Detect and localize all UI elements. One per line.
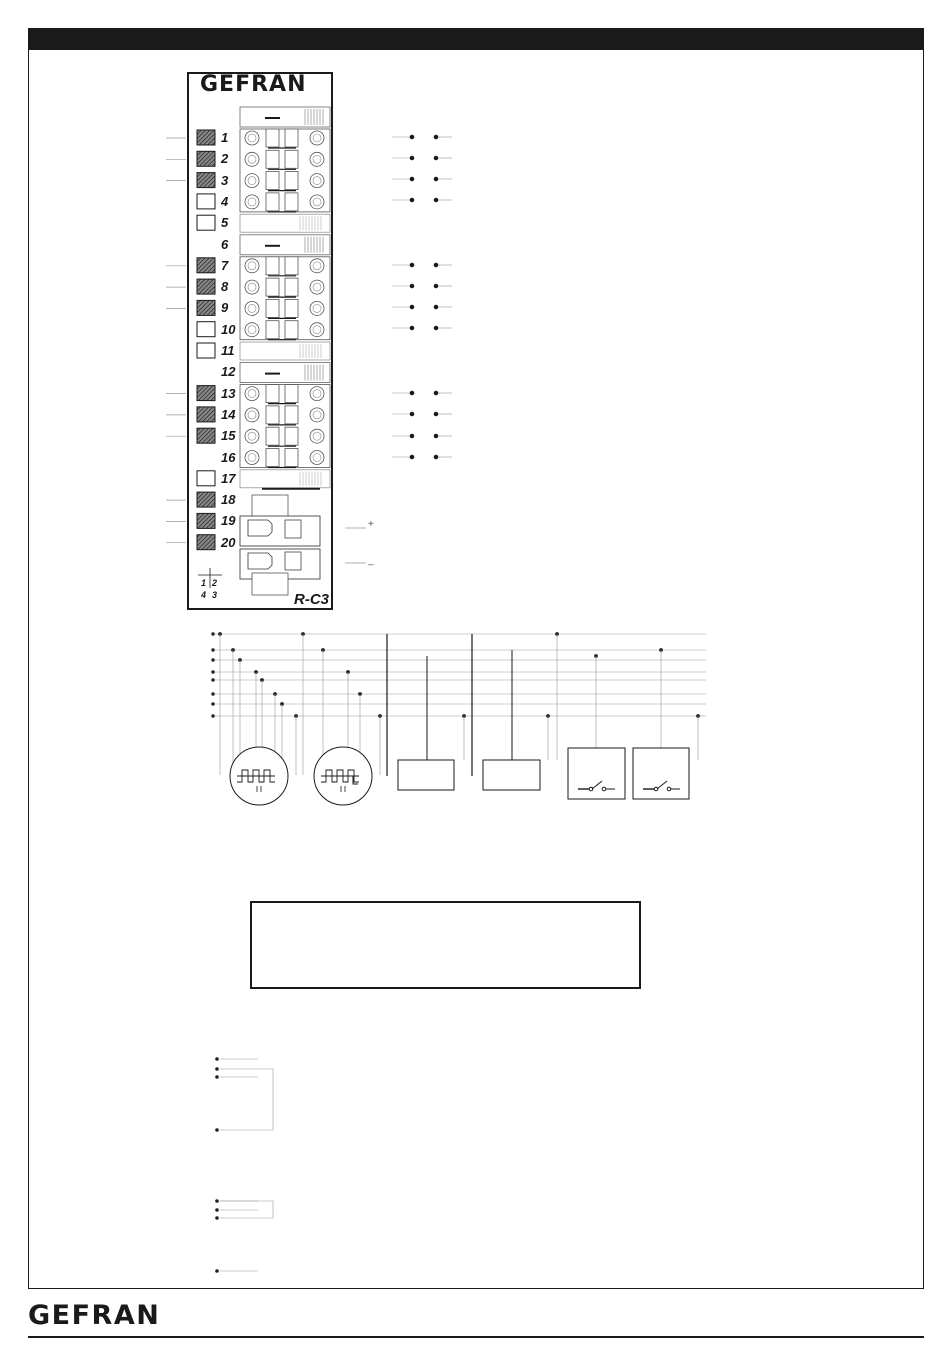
terminal-dot bbox=[216, 1270, 219, 1273]
contact-dot bbox=[434, 263, 438, 267]
terminal-marker-hatched bbox=[197, 151, 215, 166]
screw-terminal bbox=[310, 195, 324, 209]
contact-dot bbox=[434, 177, 438, 181]
terminal-number-2: 2 bbox=[221, 151, 229, 167]
terminal-dot bbox=[216, 1129, 219, 1132]
switch-box-1 bbox=[568, 748, 625, 799]
terminal-number-20: 20 bbox=[221, 534, 236, 550]
terminal-number-19: 19 bbox=[221, 513, 236, 529]
contact-dot bbox=[410, 305, 414, 309]
terminal-number-4: 4 bbox=[221, 193, 229, 209]
contact-dot bbox=[434, 135, 438, 139]
switch-box-2 bbox=[633, 748, 689, 799]
contact-dot bbox=[410, 177, 414, 181]
screw-terminal bbox=[310, 152, 324, 166]
contact-dot bbox=[434, 305, 438, 309]
terminal-marker-hatched bbox=[197, 173, 215, 188]
screw-terminal bbox=[245, 323, 259, 337]
negative-polarity-label: _ bbox=[368, 555, 374, 566]
screw-terminal bbox=[310, 301, 324, 315]
screw-terminal bbox=[310, 323, 324, 337]
contact-dot bbox=[410, 135, 414, 139]
screw-terminal bbox=[245, 429, 259, 443]
footer-rule bbox=[28, 1336, 924, 1338]
relay-header-bar bbox=[240, 107, 330, 127]
contact-dot bbox=[410, 455, 414, 459]
terminal-marker-empty bbox=[197, 194, 215, 209]
terminal-marker-empty bbox=[197, 343, 215, 358]
module-artwork bbox=[166, 107, 366, 595]
terminal-dot bbox=[216, 1068, 219, 1071]
screw-terminal bbox=[310, 280, 324, 294]
contact-dot bbox=[434, 412, 438, 416]
loop-wire bbox=[220, 1069, 273, 1130]
quadrant-label-2: 2 bbox=[212, 578, 218, 588]
terminal-marker-hatched bbox=[197, 300, 215, 315]
terminal-separator bbox=[240, 470, 330, 488]
screw-terminal bbox=[245, 451, 259, 465]
screw-terminal bbox=[245, 152, 259, 166]
contact-dot bbox=[410, 198, 414, 202]
screw-terminal bbox=[310, 387, 324, 401]
terminal-marker-hatched bbox=[197, 386, 215, 401]
terminal-number-7: 7 bbox=[221, 257, 229, 273]
contact-dot bbox=[410, 284, 414, 288]
terminal-separator bbox=[240, 214, 330, 232]
screw-terminal bbox=[245, 259, 259, 273]
terminal-marker-hatched bbox=[197, 279, 215, 294]
terminal-number-1: 1 bbox=[221, 130, 229, 145]
contact-dot bbox=[434, 391, 438, 395]
terminal-marker-hatched bbox=[197, 407, 215, 422]
contact-dot bbox=[410, 156, 414, 160]
screw-terminal bbox=[310, 451, 324, 465]
screw-terminal bbox=[310, 429, 324, 443]
quadrant-label-1: 1 bbox=[201, 578, 207, 588]
contact-dot bbox=[434, 455, 438, 459]
contact-dot bbox=[410, 326, 414, 330]
terminal-number-8: 8 bbox=[221, 279, 229, 295]
relay-contact-symbols bbox=[392, 135, 452, 459]
screw-terminal bbox=[245, 301, 259, 315]
terminal-dot bbox=[216, 1076, 219, 1079]
screw-terminal bbox=[245, 387, 259, 401]
screw-terminal bbox=[245, 408, 259, 422]
terminal-marker-hatched bbox=[197, 535, 215, 550]
terminal-number-18: 18 bbox=[221, 492, 236, 508]
terminal-number-15: 15 bbox=[221, 428, 236, 444]
transmitter-box-2 bbox=[483, 760, 540, 790]
contact-dot bbox=[434, 198, 438, 202]
screw-terminal bbox=[310, 408, 324, 422]
screw-terminal bbox=[310, 174, 324, 188]
terminal-number-9: 9 bbox=[221, 300, 229, 316]
note-box bbox=[250, 901, 641, 989]
loop-wire bbox=[220, 1201, 273, 1218]
screw-terminal bbox=[310, 131, 324, 145]
terminal-number-10: 10 bbox=[221, 321, 236, 337]
module-brand-logo: GEFRAN bbox=[200, 72, 307, 97]
terminal-number-14: 14 bbox=[221, 406, 236, 422]
terminal-number-3: 3 bbox=[221, 172, 229, 188]
contact-dot bbox=[410, 412, 414, 416]
quadrant-label-3: 3 bbox=[212, 590, 218, 600]
screw-terminal bbox=[245, 280, 259, 294]
transmitter-box-1 bbox=[398, 760, 454, 790]
terminal-marker-hatched bbox=[197, 130, 215, 145]
terminal-number-11: 11 bbox=[221, 343, 235, 358]
terminal-marker-hatched bbox=[197, 513, 215, 528]
relay-header-bar bbox=[240, 235, 330, 255]
screw-terminal bbox=[245, 131, 259, 145]
relay-header-bar bbox=[240, 363, 330, 383]
screw-terminal bbox=[245, 174, 259, 188]
terminal-number-16: 16 bbox=[221, 449, 236, 465]
contact-dot bbox=[434, 284, 438, 288]
terminal-number-5: 5 bbox=[221, 215, 229, 231]
terminal-number-13: 13 bbox=[221, 385, 236, 401]
contact-dot bbox=[434, 434, 438, 438]
connection-diagram bbox=[212, 633, 706, 805]
positive-polarity-label: + bbox=[368, 519, 374, 530]
screw-terminal bbox=[310, 259, 324, 273]
contact-dot bbox=[410, 263, 414, 267]
terminal-marker-hatched bbox=[197, 258, 215, 273]
power-clip-top bbox=[252, 495, 288, 517]
lower-wiring-examples bbox=[216, 1058, 273, 1273]
terminal-number-17: 17 bbox=[221, 470, 236, 486]
terminal-dot bbox=[216, 1200, 219, 1203]
quadrant-label-4: 4 bbox=[201, 590, 207, 600]
footer-brand-logo: GEFRAN bbox=[28, 1300, 161, 1331]
terminal-number-6: 6 bbox=[221, 236, 229, 252]
contact-dot bbox=[434, 326, 438, 330]
screw-terminal bbox=[245, 195, 259, 209]
terminal-dot bbox=[216, 1209, 219, 1212]
terminal-marker-empty bbox=[197, 322, 215, 337]
terminal-marker-hatched bbox=[197, 492, 215, 507]
terminal-dot bbox=[216, 1058, 219, 1061]
terminal-number-12: 12 bbox=[221, 364, 236, 380]
terminal-marker-hatched bbox=[197, 428, 215, 443]
contact-dot bbox=[434, 156, 438, 160]
terminal-separator bbox=[240, 342, 330, 360]
terminal-dot bbox=[216, 1217, 219, 1220]
terminal-marker-empty bbox=[197, 215, 215, 230]
terminal-marker-empty bbox=[197, 471, 215, 486]
contact-dot bbox=[410, 391, 414, 395]
contact-dot bbox=[410, 434, 414, 438]
module-model-code: R-C3 bbox=[294, 591, 330, 608]
